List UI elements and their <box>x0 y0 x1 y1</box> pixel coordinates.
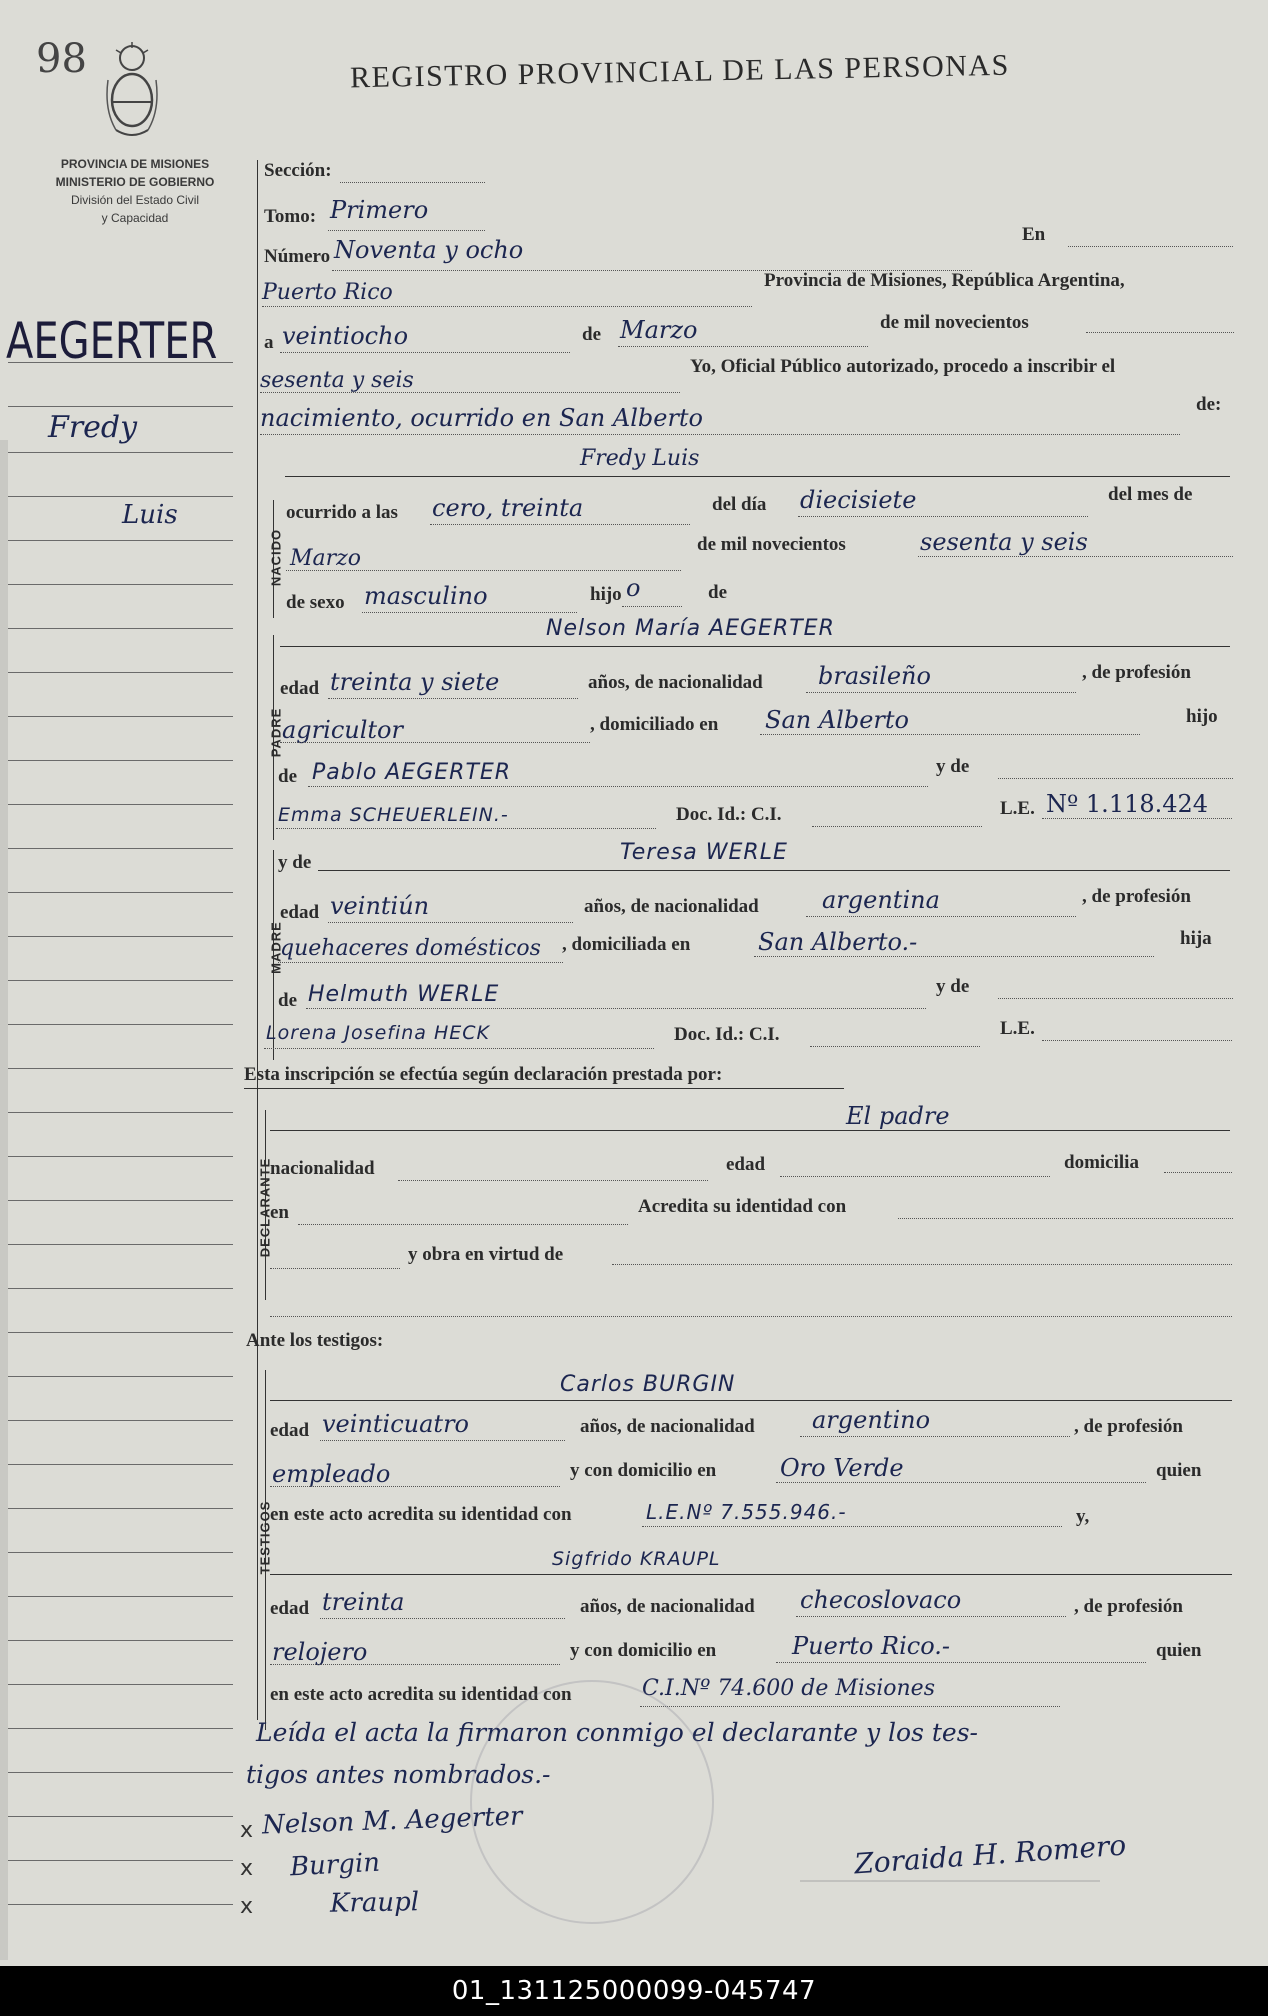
numero-value: Noventa y ocho <box>334 236 524 264</box>
witness-1-profesion: empleado <box>272 1460 391 1488</box>
margin-rule-line <box>8 1816 233 1817</box>
image-id-footer: 01_131125000099-045747 <box>0 1966 1268 2016</box>
en-label: En <box>1022 224 1046 245</box>
madre-de-label: de <box>278 990 297 1011</box>
margin-rule-line <box>8 1024 233 1025</box>
madre-name: Teresa WERLE <box>620 840 788 865</box>
margin-rule-line <box>8 1200 233 1201</box>
declarante-intro: Esta inscripción se efectúa según declaración prestada por: <box>244 1064 723 1085</box>
place-value: Puerto Rico <box>262 280 393 305</box>
madre-y-de2-label: y de <box>936 976 970 997</box>
margin-rule-line <box>8 1904 233 1905</box>
padre-edad-value: treinta y siete <box>330 668 500 696</box>
margin-rule-line <box>8 1728 233 1729</box>
margin-rule-line <box>8 628 233 629</box>
declarante-nacionalidad-label: nacionalidad <box>270 1158 375 1179</box>
madre-y-de-label: y de <box>278 852 312 873</box>
closing-line-1: Leída el acta la firmaron conmigo el declarante y los tes- <box>256 1718 978 1747</box>
madre-edad-label: edad <box>280 902 320 923</box>
witness-2-domicilio-label: y con domicilio en <box>570 1640 717 1661</box>
madre-le-label: L.E. <box>1000 1018 1035 1039</box>
hour-value: cero, treinta <box>432 494 584 522</box>
padre-domicilio-value: San Alberto <box>765 706 909 734</box>
witness-2-profesion-label: , de profesión <box>1074 1596 1183 1617</box>
margin-rule-line <box>8 980 233 981</box>
seccion-label: Sección: <box>264 160 332 181</box>
sexo-label: de sexo <box>286 592 345 613</box>
declarante-acredita-label: Acredita su identidad con <box>638 1196 847 1217</box>
madre-doc-label: Doc. Id.: C.I. <box>674 1024 780 1045</box>
witness-1-edad: veinticuatro <box>322 1410 469 1438</box>
margin-rule-line <box>8 1508 233 1509</box>
margin-rule-line <box>8 672 233 673</box>
margin-rule-line <box>8 1156 233 1157</box>
testigos-label: TESTIGOS <box>257 1500 273 1575</box>
margin-surname: AEGERTER <box>6 312 218 370</box>
capacity-line: y Capacidad <box>101 211 169 225</box>
province-line: PROVINCIA DE MISIONES <box>60 157 210 171</box>
nacido-name: Fredy Luis <box>580 446 700 471</box>
division-line: División del Estado Civil <box>70 193 200 207</box>
margin-rule-line <box>8 496 233 497</box>
padre-le-value: Nº 1.118.424 <box>1046 790 1209 818</box>
numero-label: Número <box>264 246 331 267</box>
margin-rule-line <box>8 1772 233 1773</box>
page-number: 98 <box>36 36 87 82</box>
margin-rule-line <box>8 1244 233 1245</box>
de-label: de <box>582 324 601 345</box>
coat-of-arms-icon <box>102 40 162 145</box>
margin-rule-line <box>8 1684 233 1685</box>
witness-1-identidad: L.E.Nº 7.555.946.- <box>646 1500 847 1524</box>
del-dia-label: del día <box>712 494 767 515</box>
witness-1-nacionalidad: argentino <box>812 1406 931 1434</box>
margin-rule-line <box>8 406 233 407</box>
madre-mother-value: Lorena Josefina HECK <box>266 1022 490 1044</box>
del-mes-label: del mes de <box>1108 484 1193 505</box>
nacido-year-value: sesenta y seis <box>920 528 1088 556</box>
margin-rule-line <box>8 1332 233 1333</box>
madre-domicilio-label: , domiciliada en <box>562 934 691 955</box>
padre-y-de-label: y de <box>936 756 970 777</box>
madre-nacionalidad-value: argentina <box>822 886 940 914</box>
padre-hijo-label: hijo <box>1186 706 1218 727</box>
witness-1-name: Carlos BURGIN <box>560 1372 736 1397</box>
witness-2-name: Sigfrido KRAUPL <box>552 1548 721 1570</box>
province-block <box>20 155 250 227</box>
provincia-text: Provincia de Misiones, República Argentina, <box>764 270 1125 291</box>
madre-profesion-value: quehaceres domésticos <box>280 936 541 961</box>
margin-rule-line <box>8 936 233 937</box>
signature-witness-1: Burgin <box>289 1847 381 1883</box>
padre-domicilio-label: , domiciliado en <box>590 714 719 735</box>
madre-edad-value: veintiún <box>330 892 430 920</box>
left-margin-strip <box>0 440 8 1960</box>
sexo-value: masculino <box>364 582 488 610</box>
oficial-text: Yo, Oficial Público autorizado, procedo a inscribir el <box>690 356 1116 377</box>
month-value: Marzo <box>620 316 698 344</box>
declarante-label: DECLARANTE <box>257 1157 273 1258</box>
nacido-mil-label: de mil novecientos <box>697 534 846 555</box>
madre-profesion-label: , de profesión <box>1082 886 1191 907</box>
mil-label: de mil novecientos <box>880 312 1029 333</box>
margin-rule-line <box>8 760 233 761</box>
declarante-obra-label: y obra en virtud de <box>408 1244 564 1265</box>
witness-1-quien-label: quien <box>1156 1460 1202 1481</box>
margin-rule-line <box>8 1596 233 1597</box>
padre-label: PADRE <box>268 707 284 758</box>
padre-nacionalidad-label: años, de nacionalidad <box>588 672 763 693</box>
witness-1-domicilio: Oro Verde <box>780 1454 904 1482</box>
margin-rule-line <box>8 1860 233 1861</box>
ministry-line: MINISTERIO DE GOBIERNO <box>55 175 215 189</box>
padre-name: Nelson María AEGERTER <box>546 616 835 641</box>
signature-declarante: Nelson M. Aegerter <box>261 1801 523 1841</box>
padre-mother-value: Emma SCHEUERLEIN.- <box>278 804 509 826</box>
margin-rule-line <box>8 1376 233 1377</box>
witness-1-nacionalidad-label: años, de nacionalidad <box>580 1416 755 1437</box>
padre-doc-label: Doc. Id.: C.I. <box>676 804 782 825</box>
ocurrido-label: ocurrido a las <box>286 502 398 523</box>
margin-rule-line <box>8 1288 233 1289</box>
witness-2-identidad: C.I.Nº 74.600 de Misiones <box>642 1676 935 1701</box>
witness-2-domicilio: Puerto Rico.- <box>792 1632 950 1660</box>
witness-1-y-label: y, <box>1076 1506 1090 1527</box>
margin-rule-line <box>8 452 233 453</box>
margin-rule-line <box>8 1640 233 1641</box>
witness-1-edad-label: edad <box>270 1420 310 1441</box>
witness-1-acredita-label: en este acto acredita su identidad con <box>270 1504 572 1525</box>
margin-second-name: Luis <box>122 500 178 530</box>
document-title: REGISTRO PROVINCIAL DE LAS PERSONAS <box>349 48 1011 95</box>
signature-official: Zoraida H. Romero <box>853 1828 1128 1881</box>
madre-nacionalidad-label: años, de nacionalidad <box>584 896 759 917</box>
margin-rule-line <box>8 584 233 585</box>
witness-2-edad: treinta <box>322 1588 405 1616</box>
nacido-label: NACIDO <box>268 528 284 587</box>
padre-father-value: Pablo AEGERTER <box>312 760 512 785</box>
padre-de-label: de <box>278 766 297 787</box>
margin-rule-line <box>8 848 233 849</box>
year-value: sesenta y seis <box>260 368 414 393</box>
witness-2-edad-label: edad <box>270 1598 310 1619</box>
margin-rule-line <box>8 1552 233 1553</box>
madre-father-value: Helmuth WERLE <box>308 982 500 1007</box>
day-value: veintiocho <box>282 322 409 350</box>
margin-first-name: Fredy <box>48 410 138 445</box>
hijo-label: hijo <box>590 584 622 605</box>
margin-rule-line <box>8 540 233 541</box>
testigos-intro: Ante los testigos: <box>246 1330 384 1351</box>
de-colon: de: <box>1196 394 1222 415</box>
madre-hija-label: hija <box>1180 928 1212 949</box>
padre-nacionalidad-value: brasileño <box>818 662 931 690</box>
padre-profesion-value: agricultor <box>282 716 403 744</box>
a-label: a <box>264 332 274 353</box>
madre-label: MADRE <box>268 921 284 974</box>
witness-2-profesion: relojero <box>272 1638 368 1666</box>
padre-profesion-label: , de profesión <box>1082 662 1191 683</box>
margin-rule-line <box>8 1464 233 1465</box>
declarante-name: El padre <box>846 1102 950 1130</box>
signature-witness-2: Kraupl <box>329 1887 420 1919</box>
witness-2-acredita-label: en este acto acredita su identidad con <box>270 1684 572 1705</box>
padre-le-label: L.E. <box>1000 798 1035 819</box>
witness-2-quien-label: quien <box>1156 1640 1202 1661</box>
declarante-en-label: en <box>270 1202 289 1223</box>
faded-rect-stamp-icon <box>800 1880 1100 1928</box>
act-value: nacimiento, ocurrido en San Alberto <box>260 404 704 432</box>
witness-2-nacionalidad: checoslovaco <box>800 1586 962 1614</box>
margin-rule-line <box>8 1112 233 1113</box>
witness-1-domicilio-label: y con domicilio en <box>570 1460 717 1481</box>
faded-stamp-icon <box>470 1680 714 1924</box>
declarante-edad-label: edad <box>726 1154 766 1175</box>
margin-rule-line <box>8 804 233 805</box>
margin-rule-line <box>8 716 233 717</box>
declarante-domicilia-label: domicilia <box>1064 1152 1139 1173</box>
nacido-de-label: de <box>708 582 727 603</box>
signature-marks: x x x <box>240 1818 254 1919</box>
margin-rule-line <box>8 892 233 893</box>
hijo-value: o <box>626 574 641 602</box>
nacido-day-value: diecisiete <box>800 486 917 514</box>
margin-rule-line <box>8 1420 233 1421</box>
margin-rule-line <box>8 1068 233 1069</box>
witness-2-nacionalidad-label: años, de nacionalidad <box>580 1596 755 1617</box>
nacido-month-value: Marzo <box>290 546 361 571</box>
tomo-value: Primero <box>330 196 429 224</box>
padre-edad-label: edad <box>280 678 320 699</box>
madre-domicilio-value: San Alberto.- <box>758 928 918 956</box>
witness-1-profesion-label: , de profesión <box>1074 1416 1183 1437</box>
tomo-label: Tomo: <box>264 206 317 227</box>
closing-line-2: tigos antes nombrados.- <box>246 1760 551 1789</box>
